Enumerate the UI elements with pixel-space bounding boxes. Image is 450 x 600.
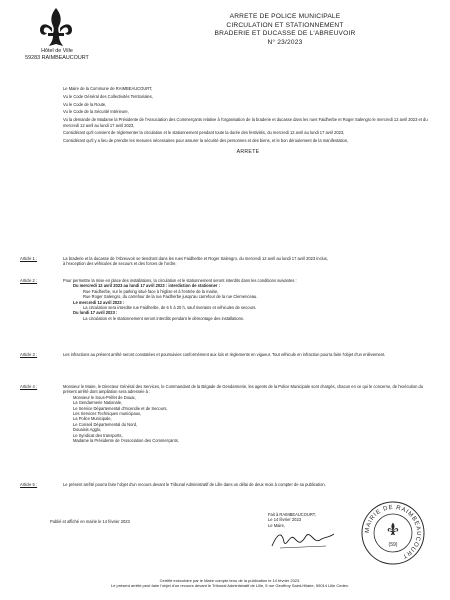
- article-text: à l'exception des véhicules de secours et des forces de l'ordre.: [63, 261, 177, 267]
- preamble-line: Vu la demande de Madame la Présidente de l'Association des Commerçants relative à l'organisation de la braderie et ducasse dans les rues Faidherbe et Roger Salengro le mercredi 12 avril 2023 et du mercredi 12 avril au lundi 17 avril 2023,: [63, 117, 428, 128]
- article-text: La braderie et la ducasse de l'Abreuvoir se tiendront dans les rues Faidherbe et Roger Salengro, du mercredi 12 avril au lundi 17 avril 2023 inclus,: [63, 256, 328, 261]
- town-hall-address: [14, 48, 100, 62]
- preamble-line: Considérant qu'il convient de réglementer la circulation et le stationnement pendant toute la durée des festivités, du mercredi 12 avril au lundi 17 avril 2023,: [63, 130, 345, 136]
- article-item: Du lundi 17 avril 2023 :: [73, 310, 118, 316]
- document-title: [190, 13, 380, 47]
- preamble-line: Le Maire de la Commune de RAIMBEAUCOURT,: [63, 86, 153, 91]
- signature-line: Le 14 février 2023: [268, 517, 301, 523]
- decree-number: N° 23/2023: [267, 38, 303, 46]
- article-item: Rue Faidherbe, sur le parking situé face à l'église et à l'entrée de la mairie,: [83, 288, 219, 294]
- article-item: Du mercredi 12 avril 2023 au lundi 17 avril 2023 : interdiction de stationner :: [73, 283, 220, 289]
- town-hall-label: Hôtel de Ville: [41, 48, 73, 54]
- distribution-item: Douaisis Agglo,: [73, 427, 102, 433]
- article-item: Rue Roger Salengro, du carrefour de la rue Faidherbe jusqu'au carrefour de la rue Clemenceau.: [83, 294, 258, 300]
- fleur-de-lis-icon: [38, 6, 74, 52]
- seal-code: (59): [388, 542, 398, 548]
- signature-block: [268, 512, 368, 554]
- signature-line: Le Maire,: [268, 522, 286, 528]
- distribution-item: Monsieur le Sous-Préfet de Douai,: [73, 394, 136, 400]
- town-postcode: 59283 RAIMBEAUCOURT: [25, 55, 89, 61]
- footer-line: Certifié exécutoire par le Maire compte tenu de la publication le 14 février 2023.: [159, 578, 301, 583]
- article-label: Article 4 :: [20, 384, 38, 389]
- article-text: Le présent arrêté pourra faire l'objet d'un recours devant le Tribunal Administratif de Lille dans un délai de deux mois à compter de sa publication.: [63, 482, 326, 487]
- distribution-item: Le Service Départemental d'Incendie et de Secours,: [73, 405, 168, 411]
- article-label: Article 3 :: [20, 352, 38, 357]
- distribution-item: La Police Municipale,: [73, 416, 112, 422]
- article-label: Article 5 :: [20, 482, 38, 487]
- article-text: Pour permettre la mise en place des installations, la circulation et le stationnement seront interdits dans les conditions suivantes :: [63, 278, 297, 283]
- title-line: BRADERIE ET DUCASSE DE L'ABREUVOIR: [214, 30, 356, 38]
- distribution-item: Le Syndicat des transports,: [73, 432, 123, 438]
- town-hall-seal: [360, 500, 426, 566]
- seal-ring-text: MAIRIE DE RAIMBEAUCOURT: [364, 504, 422, 560]
- article-label: Article 1 :: [20, 256, 38, 261]
- preamble: [63, 86, 433, 161]
- article-text: Monsieur le Maire, le Directeur Général des Services, le Commandant de la Brigade de Gendarmerie, les agents de la Police Municipale sont chargés, chacun en ce qui le concerne, de l'exécution du présent arrêté dont ampliation sera adressée à :: [63, 384, 424, 395]
- publication-note: Publié et affiché en mairie le 14 février 2023: [50, 519, 130, 524]
- preamble-line: Vu le Code de la Sécurité Intérieure,: [63, 109, 129, 115]
- distribution-item: Les Services Techniques municipaux,: [73, 411, 142, 417]
- footer: [50, 578, 410, 588]
- preamble-line: Vu le Code de la Route,: [63, 101, 107, 107]
- footer-line: Le présent arrêté peut faire l'objet d'un recours devant le Tribunal Administratif de Lille, 5 rue Geoffroy Saint-Hilaire, 59014 Lille Cedex.: [110, 583, 350, 589]
- arrete-heading: ARRETE: [236, 148, 260, 155]
- article-label: Article 2 :: [20, 278, 38, 283]
- article-item: La circulation sera interdite rue Faidherbe, de 6 h à 20 h, sauf riverains et véhicules de secours.: [83, 305, 257, 311]
- distribution-item: Madame la Présidente de l'Association des Commerçants.: [73, 438, 179, 444]
- signature-line: Fait à RAIMBEAUCOURT,: [268, 512, 316, 517]
- title-line: ARRETE DE POLICE MUNICIPALE: [229, 13, 341, 20]
- article-item: Le mercredi 12 avril 2023 :: [73, 299, 125, 305]
- preamble-line: Considérant qu'il y a lieu de prendre les mesures nécessaires pour assurer la sécurité des personnes et des biens, et le bon déroulement de la manifestation,: [63, 138, 349, 144]
- article-text: Les infractions au présent arrêté seront constatées et poursuivies conformément aux lois et règlements en vigueur. Tout véhicule en infraction pourra faire l'objet d'un enlèvement.: [63, 352, 386, 357]
- handwritten-signature: [268, 528, 338, 552]
- preamble-line: Vu le Code Général des Collectivités Territoriales,: [63, 93, 153, 99]
- distribution-item: Le Conseil Départemental du Nord,: [73, 421, 138, 427]
- distribution-item: La Gendarmerie Nationale,: [73, 400, 123, 406]
- article-item: La circulation et le stationnement seront interdits pendant le démontage des installations.: [83, 315, 245, 321]
- title-line: CIRCULATION ET STATIONNEMENT: [226, 21, 344, 29]
